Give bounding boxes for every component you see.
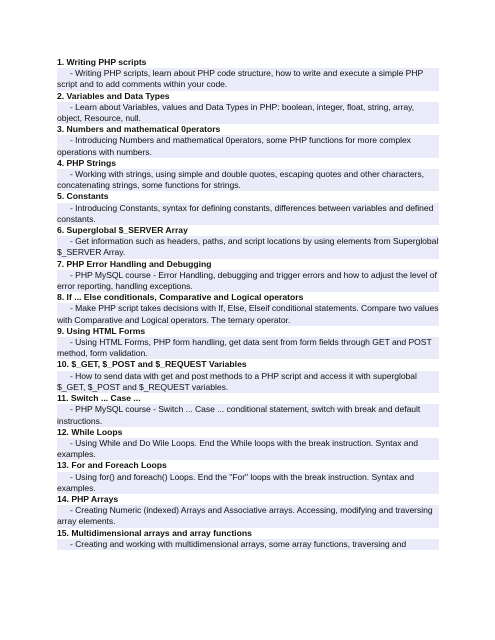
- entry-description: - PHP MySQL course - Switch ... Case ... conditional statement, switch with break and default instructions.: [57, 404, 439, 426]
- entry-title: 7. PHP Error Handling and Debugging: [57, 258, 212, 269]
- list-item: [57, 124, 439, 158]
- entry-title: 11. Switch ... Case ...: [57, 393, 141, 404]
- document-page: [57, 57, 439, 550]
- entry-description: - Introducing Numbers and mathematical 0perators, some PHP functions for more complex operations with numbers.: [57, 135, 439, 157]
- list-item: [57, 91, 439, 125]
- entry-title: 13. For and Foreach Loops: [57, 460, 167, 471]
- entry-description: - Writing PHP scripts, learn about PHP code structure, how to write and execute a simple PHP script and to add comments within your code.: [57, 68, 439, 90]
- entry-description: - Get information such as headers, paths, and script locations by using elements from Superglobal $_SERVER Array.: [57, 236, 439, 258]
- entry-title: 8. If ... Else conditionals, Comparative and Logical operators: [57, 292, 304, 303]
- list-item: [57, 191, 439, 225]
- entry-title: 5. Constants: [57, 191, 109, 202]
- entry-description: - Creating and working with multidimensional arrays, some array functions, traversing and: [57, 539, 439, 550]
- list-item: [57, 494, 439, 528]
- entry-title: 10. $_GET, $_POST and $_REQUEST Variables: [57, 359, 247, 370]
- entry-title: 9. Using HTML Forms: [57, 325, 146, 336]
- entry-title: 6. Superglobal $_SERVER Array: [57, 225, 188, 236]
- list-item: [57, 225, 439, 259]
- entry-title: 12. While Loops: [57, 426, 123, 437]
- entry-title: 4. PHP Strings: [57, 157, 117, 168]
- entry-description: - Make PHP script takes decisions with If, Else, Elseif conditional statements. Compare two values with Comparative and Logical operators. The ternary operator.: [57, 303, 439, 325]
- entry-title: 1. Writing PHP scripts: [57, 57, 147, 67]
- list-item: [57, 259, 439, 293]
- list-item: [57, 326, 439, 360]
- entry-description: - Introducing Constants, syntax for defining constants, differences between variables and defined constants.: [57, 203, 439, 225]
- entry-description: - PHP MySQL course - Error Handling, debugging and trigger errors and how to adjust the level of error reporting, handling exceptions.: [57, 270, 439, 292]
- list-item: [57, 359, 439, 393]
- entry-title: 2. Variables and Data Types: [57, 90, 170, 101]
- entry-title: 3. Numbers and mathematical 0perators: [57, 124, 221, 135]
- entry-description: - Working with strings, using simple and double quotes, escaping quotes and other characters, concatenating strings, some functions for strings.: [57, 169, 439, 191]
- entry-description: - Using While and Do Wile Loops. End the While loops with the break instruction. Syntax and examples.: [57, 438, 439, 460]
- entry-description: - How to send data with get and post methods to a PHP script and access it with superglobal $_GET, $_POST and $_REQUEST variables.: [57, 371, 439, 393]
- list-item: [57, 427, 439, 461]
- list-item: [57, 158, 439, 192]
- list-item: [57, 460, 439, 494]
- entry-description: - Creating Numeric (indexed) Arrays and Associative arrays. Accessing, modifying and traversing array elements.: [57, 505, 439, 527]
- entry-description: - Using HTML Forms, PHP form handling, get data sent from form fields through GET and POST method, form validation.: [57, 337, 439, 359]
- list-item: [57, 57, 439, 91]
- entry-title: 14. PHP Arrays: [57, 493, 119, 504]
- entry-description: - Using for() and foreach() Loops. End the "For" loops with the break instruction. Syntax and examples.: [57, 472, 439, 494]
- entry-title: 15. Multidimensional arrays and array functions: [57, 527, 252, 538]
- list-item: [57, 292, 439, 326]
- entry-description: - Learn about Variables, values and Data Types in PHP: boolean, integer, float, string, array, object, Resource, null.: [57, 102, 439, 124]
- list-item: [57, 528, 439, 550]
- list-item: [57, 393, 439, 427]
